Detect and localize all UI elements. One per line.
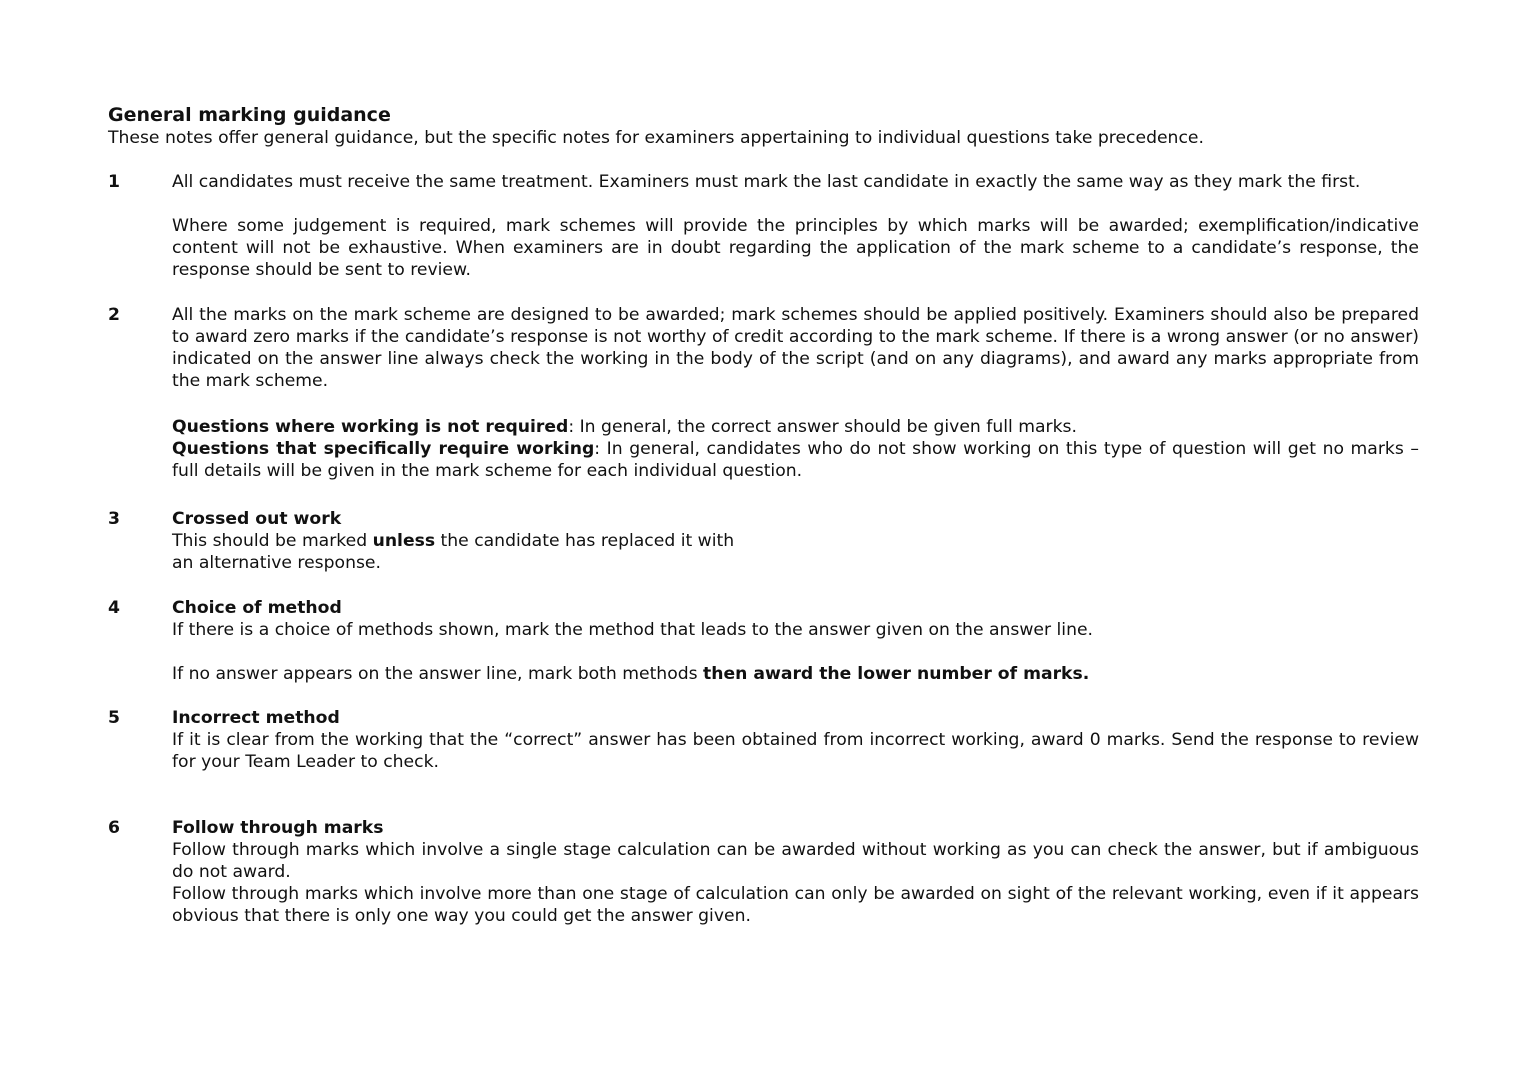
item-number: 6 [108,818,120,838]
item-number: 1 [108,172,120,192]
item-number: 3 [108,509,120,529]
item-number: 4 [108,598,120,618]
item-paragraph [172,663,1419,685]
item-number: 5 [108,708,120,728]
item-heading: Follow through marks [172,818,384,838]
page-title: General marking guidance [108,104,391,126]
item-paragraph: If there is a choice of methods shown, mark the method that leads to the answer given on the answer line. [172,620,1094,640]
item-body [172,597,1419,685]
emphasis-text: unless [372,531,436,551]
item-paragraph: Where some judgement is required, mark schemes will provide the principles by which marks will be awarded; exemplification/indicative content will not be exhaustive. When examiners are in doubt regarding the application of the mark scheme to a candidate’s response, the response should be sent to review. [172,216,1419,280]
note-text: : In general, the correct answer should be given full marks. [568,417,1077,437]
text-run: the candidate has replaced it with [435,531,735,551]
item-heading: Incorrect method [172,708,340,728]
item-paragraph: Follow through marks which involve more than one stage of calculation can only be awarded on sight of the relevant working, even if it appears obvious that there is only one way you could get the answer given. [172,884,1419,926]
item-paragraph: If it is clear from the working that the “correct” answer has been obtained from incorrect working, award 0 marks. Send the response to review for your Team Leader to check. [172,730,1419,772]
text-run: This should be marked [172,531,373,551]
intro-text: These notes offer general guidance, but the specific notes for examiners appertaining to individual questions take precedence. [108,128,1204,148]
item-number: 2 [108,305,120,325]
item-paragraph: All the marks on the mark scheme are designed to be awarded; mark schemes should be applied positively. Examiners should also be prepared to award zero marks if the candidate’s response is not worthy of credit according to the mark scheme. If there is a wrong answer (or no answer) indicated on the answer line always check the working in the body of the script (and on any diagrams), and award any marks appropriate from the mark scheme. [172,305,1419,391]
note-text: : In general, candidates who do not show working on this type of question will get no marks – full details will be given in the mark scheme for each individual question. [172,439,1419,481]
emphasis-text: then award the lower number of marks. [703,664,1090,684]
item-body [172,707,1419,773]
item-body [172,508,1419,574]
item-paragraph [172,530,1419,552]
item-paragraph: All candidates must receive the same treatment. Examiners must mark the last candidate in exactly the same way as they mark the first. [172,172,1361,192]
item-body [172,817,1419,927]
text-run: If no answer appears on the answer line, mark both methods [172,664,704,684]
note-heading: Questions where working is not required [172,417,569,437]
item-heading: Crossed out work [172,509,342,529]
working-required-note [172,438,1419,482]
item-paragraph: an alternative response. [172,553,381,573]
document-page [108,103,1420,926]
item-heading: Choice of method [172,598,342,618]
item-body [172,171,1419,281]
note-heading: Questions that specifically require working [172,439,595,459]
item-body [172,304,1419,482]
working-not-required-note [172,416,1419,438]
item-paragraph: Follow through marks which involve a single stage calculation can be awarded without working as you can check the answer, but if ambiguous do not award. [172,840,1419,882]
